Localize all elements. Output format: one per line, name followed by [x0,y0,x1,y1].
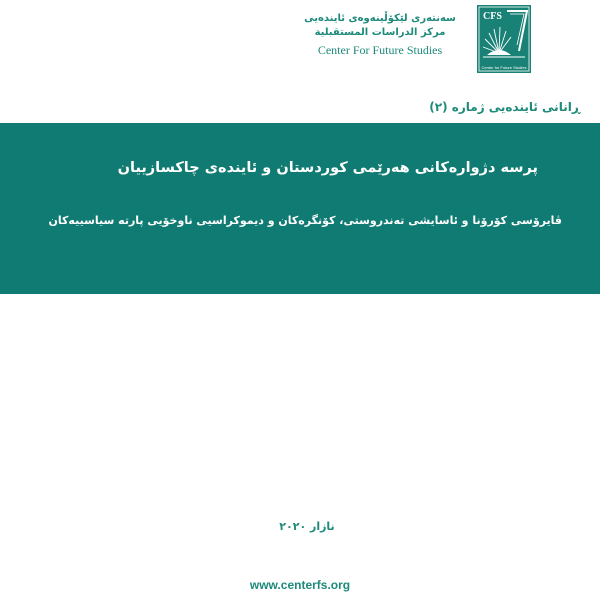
publication-date: نازار ٢٠٢٠ [279,520,335,533]
org-name-arabic: مركز الدراسات المستقبلية [314,27,446,38]
cfs-logo [477,5,531,73]
logo-caption: Center for Future Studies [481,65,527,70]
org-name-english: Center For Future Studies [317,43,443,57]
logo-letters: CFS [483,11,502,22]
org-name-kurdish: سەنتەری لێکۆڵینەوەی ئایندەیی [304,13,456,24]
cfs-logo-graphic [477,5,531,73]
document-subtitle: ڤایرۆسی کۆرۆنا و ئاسایشی تەندروستی، کۆنگرەکان و دیموکراسیی ناوخۆیی پارتە سیاسییەکان [48,214,562,227]
website-link[interactable]: www.centerfs.org [249,578,351,592]
org-names [300,12,460,59]
report-series-label: ڕانانی ئایندەیی ژمارە (٢) [429,100,580,114]
title-banner [0,123,600,294]
document-title: پرسە دژوارەکانی هەرێمی کوردستان و ئایندەی چاکسازییان [117,160,538,176]
